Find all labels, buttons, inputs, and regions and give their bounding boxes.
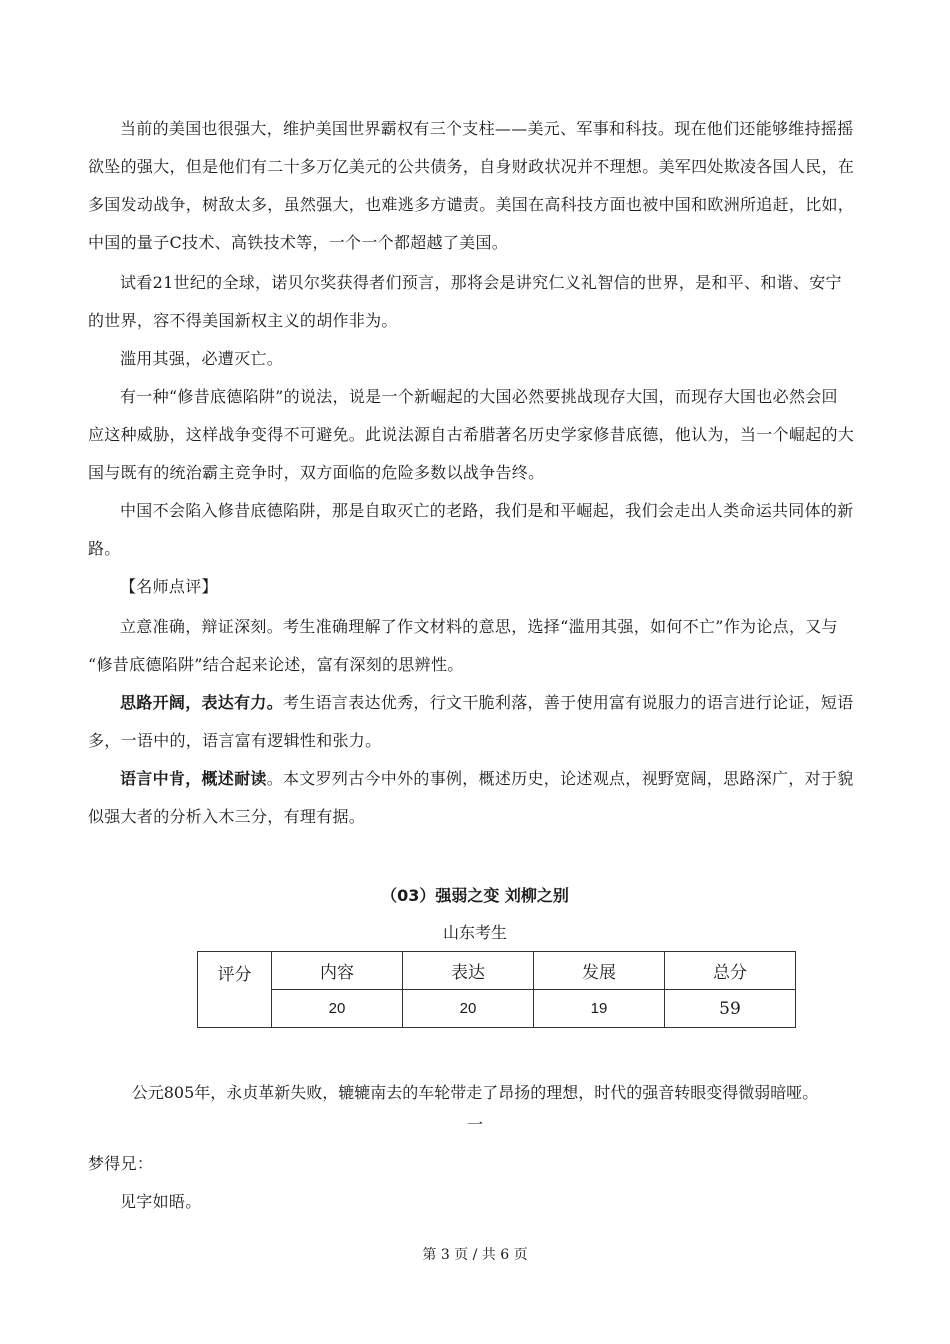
text-line: 欲坠的强大，但是他们有二十多万亿美元的公共债务，自身财政状况并不理想。美军四处欺凌各国人民，在: [88, 157, 855, 176]
salutation: 梦得兄：: [88, 1154, 154, 1173]
text-line: 的世界，容不得美国新权主义的胡作非为。: [88, 311, 398, 330]
header-cell: 总分: [665, 952, 796, 990]
text-line: 立意准确，辩证深刻。考生准确理解了作文材料的意思，选择“滥用其强，如何不亡”作为论点，又与: [120, 617, 838, 636]
score-cell: 59: [665, 990, 796, 1028]
score-cell: 20: [272, 990, 403, 1028]
table-row: [198, 952, 796, 990]
review-paragraph-3: [88, 760, 872, 836]
essay-author: 山东考生: [442, 923, 507, 942]
score-cell: 19: [534, 990, 665, 1028]
bold-lead: 思路开阔，表达有力。: [120, 693, 284, 712]
text-line: 路。: [88, 539, 121, 558]
text-line: “修昔底德陷阱”结合起来论述，富有深刻的思辨性。: [88, 655, 464, 674]
review-paragraph-1: [88, 608, 872, 684]
greeting: [88, 1183, 872, 1221]
score-table: [197, 951, 796, 1028]
text-line: 国与既有的统治霸主竞争时，双方面临的危险多数以战争告终。: [88, 463, 545, 482]
table-row: [198, 990, 796, 1028]
text-line: 滥用其强，必遭灭亡。: [120, 349, 284, 368]
text-line: 见字如晤。: [120, 1192, 202, 1211]
paragraph-china-peaceful-rise: [88, 492, 872, 568]
paragraph-21st-century: [88, 264, 872, 340]
text-line: 当前的美国也很强大，维护美国世界霸权有三个支柱——美元、军事和科技。现在他们还能够维持摇摇: [120, 119, 854, 138]
paragraph-us-power: [88, 110, 872, 262]
header-cell: 内容: [272, 952, 403, 990]
text-line: 。本文罗列古今中外的事例，概述历史，论述观点，视野宽阔，思路深广，对于貌: [266, 769, 854, 788]
section-mark: 一: [466, 1115, 483, 1134]
text-line: 多国发动战争，树敌太多，虽然强大，也难逃多方谴责。美国在高科技方面也被中国和欧洲所追赶，比如，: [88, 195, 855, 214]
header-cell: 表达: [403, 952, 534, 990]
review-paragraph-2: [88, 684, 872, 760]
score-cell: 20: [403, 990, 534, 1028]
text-line: 中国的量子C技术、高铁技术等，一个一个都超越了美国。: [88, 233, 509, 252]
text-line: 应这种威胁，这样战争变得不可避免。此说法源自古希腊著名历史学家修昔底德，他认为，当一个崛起的大: [88, 425, 855, 444]
bold-lead: 语言中肯，概述耐读: [120, 769, 267, 788]
header-cell: 发展: [534, 952, 665, 990]
text-line: 【名师点评】: [120, 577, 218, 596]
text-line: 试看21世纪的全球，诺贝尔奖获得者们预言，那将会是讲究仁义礼智信的世界，是和平、和谐、安宁: [120, 273, 842, 292]
essay-title: （03）强弱之变 刘柳之别: [381, 886, 569, 905]
text-line: 考生语言表达优秀，行文干脆利落，善于使用富有说服力的语言进行论证，短语: [283, 693, 854, 712]
essay-opening: 公元805年，永贞革新失败，辘辘南去的车轮带走了昂扬的理想，时代的强音转眼变得微弱暗哑。: [131, 1083, 819, 1102]
score-label-cell: 评分: [198, 952, 272, 1028]
text-line: 中国不会陷入修昔底德陷阱，那是自取灭亡的老路，我们是和平崛起，我们会走出人类命运共同体的新: [120, 501, 854, 520]
text-line: 有一种“修昔底德陷阱”的说法，说是一个新崛起的大国必然要挑战现存大国，而现存大国也必然会回: [120, 387, 838, 406]
paragraph-abuse-strength: [88, 340, 872, 378]
page-footer: 第 3 页 / 共 6 页: [422, 1247, 528, 1263]
paragraph-thucydides-trap: [88, 378, 872, 492]
text-line: 多，一语中的，语言富有逻辑性和张力。: [88, 731, 382, 750]
text-line: 似强大者的分析入木三分，有理有据。: [88, 807, 366, 826]
review-heading: [88, 568, 872, 606]
